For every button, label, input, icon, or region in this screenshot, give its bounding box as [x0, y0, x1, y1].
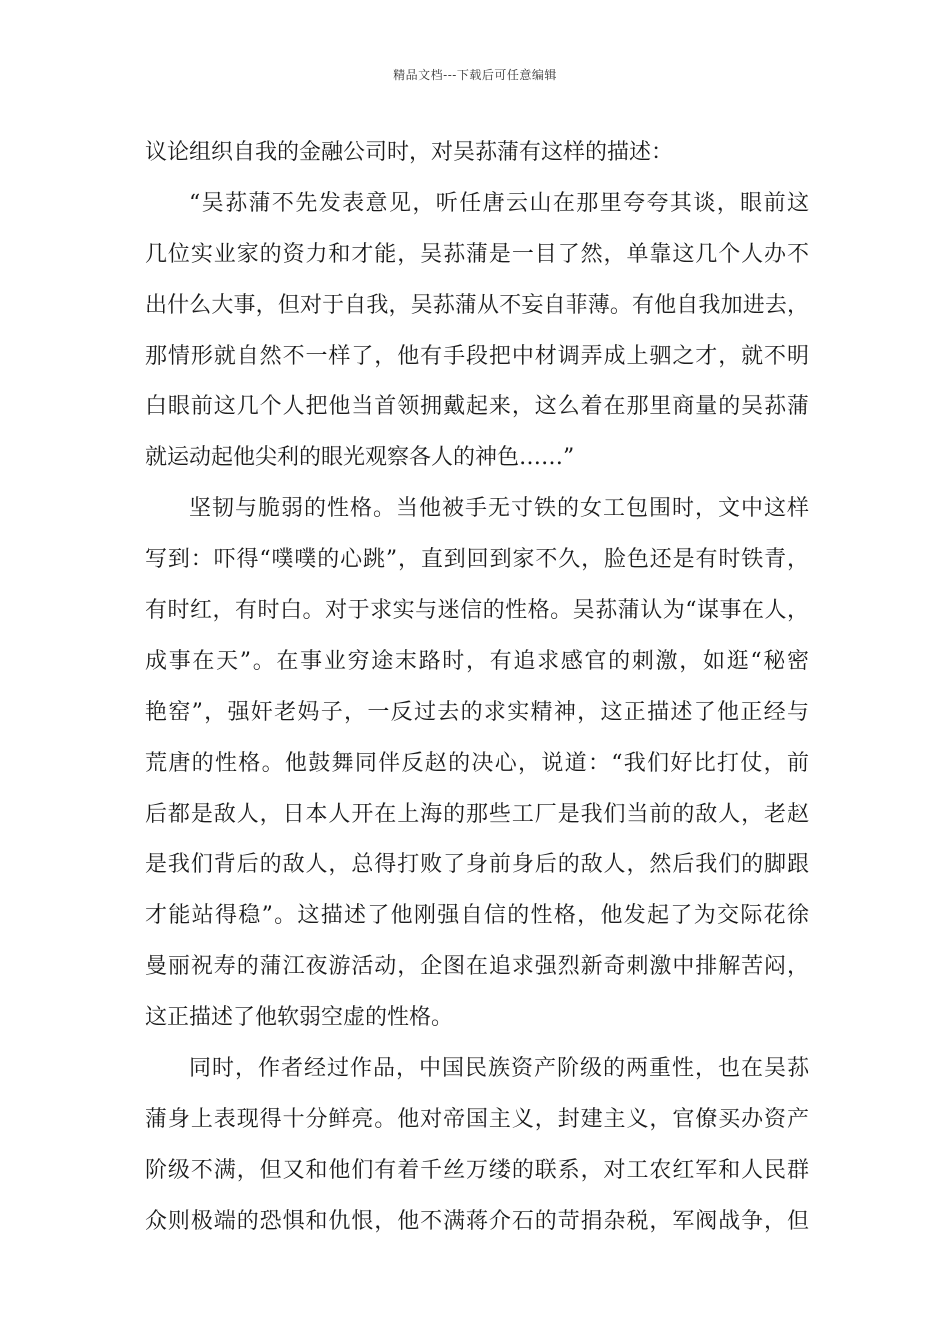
text-line: “吴荪蒲不先发表意见，听任唐云山在那里夸夸其谈，眼前这: [189, 190, 809, 216]
text-line: 白眼前这几个人把他当首领拥戴起来，这么着在那里商量的吴荪蒲: [145, 394, 809, 420]
text-line: 同时，作者经过作品，中国民族资产阶级的两重性，也在吴荪: [189, 1056, 809, 1082]
text-line: 阶级不满，但又和他们有着千丝万缕的联系，对工农红军和人民群: [145, 1157, 809, 1183]
text-line: 荒唐的性格。他鼓舞同伴反赵的决心，说道：“我们好比打仗，前: [145, 750, 809, 776]
text-line: 才能站得稳”。这描述了他刚强自信的性格，他发起了为交际花徐: [145, 903, 809, 929]
text-line: 几位实业家的资力和才能，吴荪蒲是一目了然，单靠这几个人办不: [145, 241, 809, 267]
text-line: 后都是敌人，日本人开在上海的那些工厂是我们当前的敌人，老赵: [145, 801, 809, 827]
document-body: [145, 128, 809, 1248]
text-line: 艳窑”，强奸老妈子，一反过去的求实精神，这正描述了他正经与: [145, 699, 809, 725]
text-line: 曼丽祝寿的蒲江夜游活动，企图在追求强烈新奇刺激中排解苦闷，: [145, 954, 809, 980]
text-line: 出什么大事，但对于自我，吴荪蒲从不妄自菲薄。有他自我加进去，: [145, 292, 809, 318]
text-line: 有时红，有时白。对于求实与迷信的性格。吴荪蒲认为“谋事在人，: [145, 598, 809, 624]
text-line: 众则极端的恐惧和仇恨，他不满蒋介石的苛捐杂税，军阀战争，但: [145, 1208, 809, 1234]
text-line: 成事在天”。在事业穷途末路时，有追求感官的刺激，如逛“秘密: [145, 648, 809, 674]
text-line: 蒲身上表现得十分鲜亮。他对帝国主义，封建主义，官僚买办资产: [145, 1106, 809, 1132]
text-line: 这正描述了他软弱空虚的性格。: [145, 1005, 454, 1031]
text-line: 是我们背后的敌人，总得打败了身前身后的敌人，然后我们的脚跟: [145, 852, 809, 878]
text-line: 坚韧与脆弱的性格。当他被手无寸铁的女工包围时，文中这样: [189, 496, 809, 522]
text-line: 议论组织自我的金融公司时，对吴荪蒲有这样的描述：: [145, 140, 674, 165]
text-line: 写到：吓得“噗噗的心跳”，直到回到家不久，脸色还是有时铁青，: [145, 547, 809, 573]
text-line: 就运动起他尖利的眼光观察各人的神色……”: [145, 445, 575, 471]
text-line: 那情形就自然不一样了，他有手段把中材调弄成上驷之才，就不明: [145, 343, 809, 369]
page-header: 精品文档---下载后可任意编辑: [393, 68, 557, 82]
